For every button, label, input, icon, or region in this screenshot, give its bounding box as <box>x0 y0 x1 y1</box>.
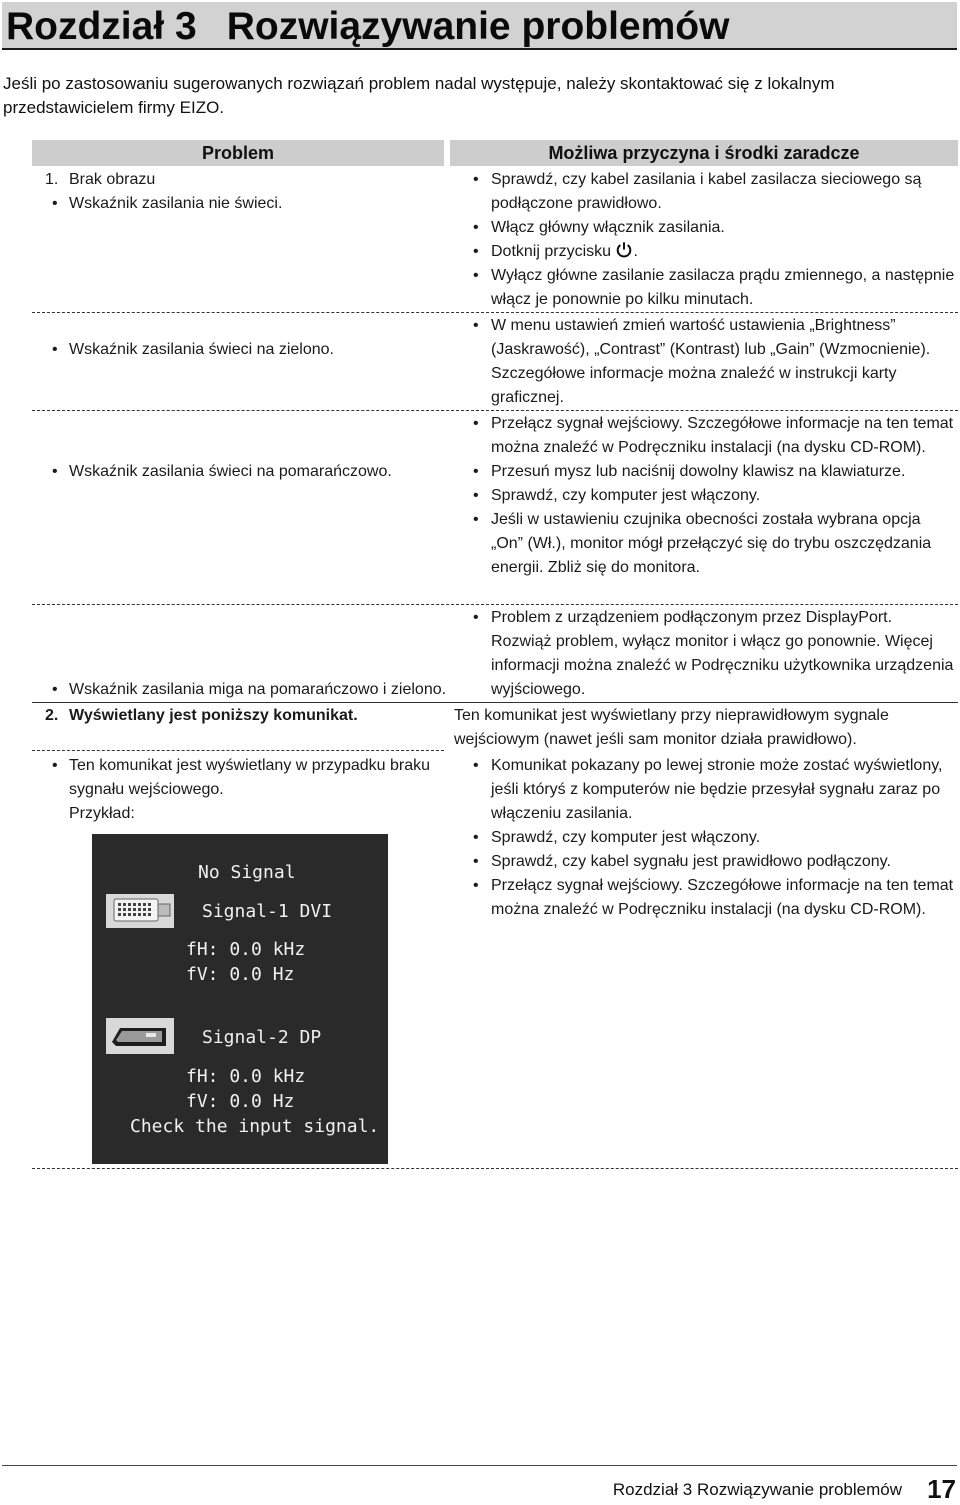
solution-item: • Jeśli w ustawieniu czujnika obecności została wybrana opcja „On” (Wł.), monitor mógł przełączyć się do trybu oszczędzania energii. Zbliż się do monitora. <box>467 508 955 580</box>
intro-paragraph: Jeśli po zastosowaniu sugerowanych rozwiązań problem nadal występuje, należy skontaktować się z lokalnym przedstawicielem firmy EIZO. <box>3 74 835 117</box>
solution-item: • Przesuń mysz lub naciśnij dowolny klawisz na klawiaturze. <box>467 460 955 484</box>
column-header-problem: Problem <box>32 140 444 166</box>
section2-description: Ten komunikat jest wyświetlany przy nieprawidłowym sygnale wejściowym (nawet jeśli sam monitor działa prawidłowo). <box>454 707 889 748</box>
example-label: Przykład: <box>69 805 135 822</box>
problem-text: • Ten komunikat jest wyświetlany w przypadku braku sygnału wejściowego. <box>45 754 440 802</box>
solution-item: • Włącz główny włącznik zasilania. <box>467 216 955 240</box>
table-bottom-divider <box>32 1168 958 1169</box>
solution-list-power-blinking <box>467 606 955 702</box>
chapter-title <box>6 4 729 50</box>
solution-item: • Przełącz sygnał wejściowy. Szczegółowe informacje na ten temat można znaleźć w Podręczniku instalacji (na dysku CD-ROM). <box>467 874 955 922</box>
problem-power-green: • Wskaźnik zasilania świeci na zielono. <box>45 338 464 362</box>
signal1-label: Signal-1 DVI <box>202 901 333 922</box>
solution-list-power-off <box>467 168 955 312</box>
row-divider <box>32 750 444 751</box>
section1-heading: 1. Brak obrazu <box>45 168 440 192</box>
page-number: 17 <box>927 1474 956 1504</box>
problem-power-blinking: • Wskaźnik zasilania miga na pomarańczowo i zielono. <box>45 678 464 702</box>
solution-item: • Sprawdź, czy kabel zasilania i kabel zasilacza sieciowego są podłączone prawidłowo. <box>467 168 955 216</box>
row-divider <box>32 604 958 605</box>
section2-heading: 2. Wyświetlany jest poniższy komunikat. <box>45 704 440 728</box>
chapter-name: Rozwiązywanie problemów <box>226 5 730 48</box>
problem-power-off: • Wskaźnik zasilania nie świeci. <box>45 192 464 216</box>
column-header-solution: Możliwa przyczyna i środki zaradcze <box>450 140 958 166</box>
chapter-label: Rozdział 3 <box>6 5 197 48</box>
footer-chapter: Rozdział 3 Rozwiązywanie problemów <box>612 1480 902 1499</box>
solution-item: • Sprawdź, czy komputer jest włączony. <box>467 826 955 850</box>
signal2-fh: fH: 0.0 kHz <box>186 1066 306 1087</box>
dvi-connector-icon <box>106 892 174 930</box>
solution-list-no-signal <box>467 754 955 922</box>
section1-title: Brak obrazu <box>69 171 156 188</box>
solution-item: • Sprawdź, czy komputer jest włączony. <box>467 484 955 508</box>
solution-item: • Przełącz sygnał wejściowy. Szczegółowe informacje na ten temat można znaleźć w Podręczniku instalacji (na dysku CD-ROM). <box>467 412 955 460</box>
row-divider <box>32 312 958 313</box>
problem-power-orange: • Wskaźnik zasilania świeci na pomarańczowo. <box>45 460 464 484</box>
screen-title: No Signal <box>198 862 296 883</box>
solution-item: • Problem z urządzeniem podłączonym przez DisplayPort. Rozwiąż problem, wyłącz monitor i włącz go ponownie. Więcej informacji można znaleźć w Podręczniku użytkownika urządzenia wyjściowego. <box>467 606 955 702</box>
problem-no-signal <box>45 754 440 826</box>
solution-item: • Komunikat pokazany po lewej stronie może zostać wyświetlony, jeśli któryś z komputerów nie będzie przesyłał sygnału zaraz po włączeniu zasilania. <box>467 754 955 826</box>
solution-item: • Sprawdź, czy kabel sygnału jest prawidłowo podłączony. <box>467 850 955 874</box>
signal1-fh: fH: 0.0 kHz <box>186 939 306 960</box>
signal1-fv: fV: 0.0 Hz <box>186 964 295 985</box>
signal2-fv: fV: 0.0 Hz <box>186 1091 295 1112</box>
solution-list-power-orange <box>467 412 955 580</box>
solution-item: • W menu ustawień zmień wartość ustawienia „Brightness” (Jaskrawość), „Contrast” (Kontrast) lub „Gain” (Wzmocnienie). Szczegółowe informacje można znaleźć w instrukcji karty graficznej. <box>467 314 955 410</box>
section2-title: Wyświetlany jest poniższy komunikat. <box>69 707 358 724</box>
solution-list-power-green <box>467 314 955 410</box>
power-icon <box>615 241 633 259</box>
solution-item: • Dotknij przycisku . <box>467 240 955 264</box>
no-signal-screen <box>92 834 388 1164</box>
signal2-label: Signal-2 DP <box>202 1027 322 1048</box>
check-signal-message: Check the input signal. <box>130 1116 380 1137</box>
row-divider <box>32 410 958 411</box>
chapter-header-bar <box>2 2 957 50</box>
footer-rule <box>2 1465 957 1466</box>
displayport-connector-icon <box>106 1018 174 1054</box>
solution-item: • Wyłącz główne zasilanie zasilacza prądu zmiennego, a następnie włącz je ponownie po kilku minutach. <box>467 264 955 312</box>
section-divider <box>32 702 958 703</box>
